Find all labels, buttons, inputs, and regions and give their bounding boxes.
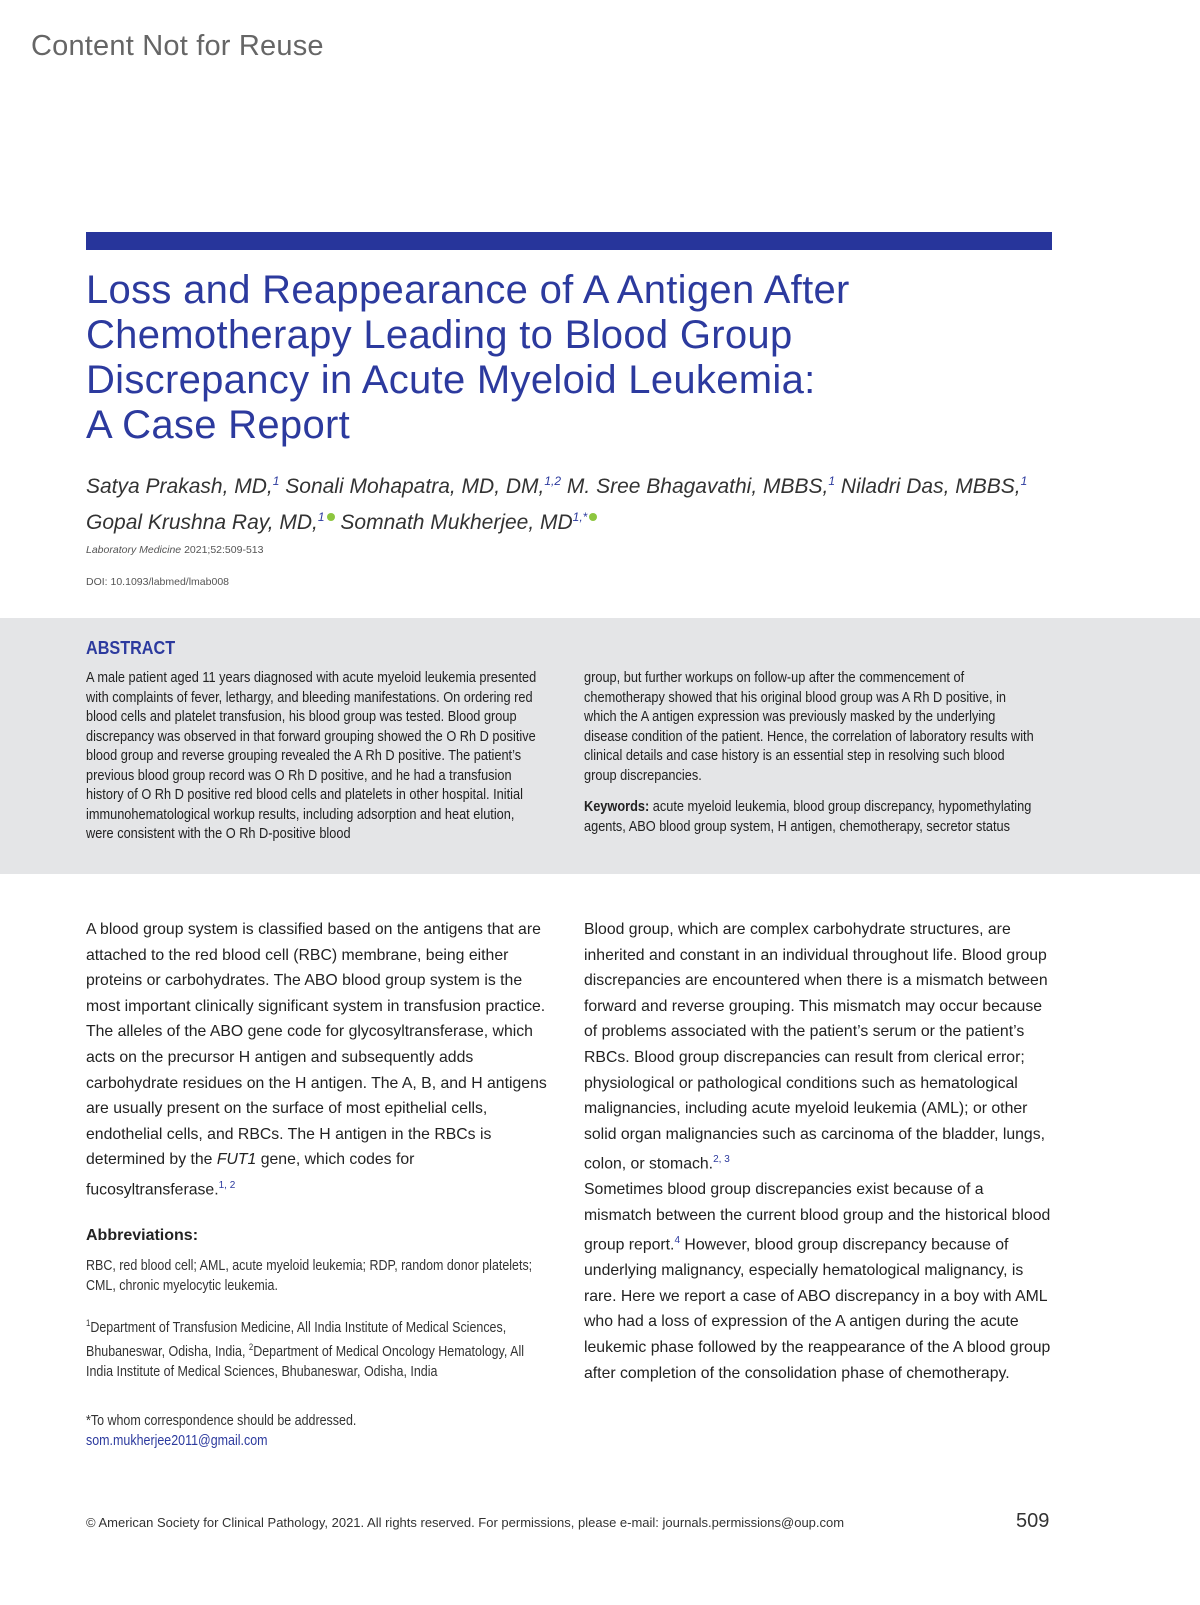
reference-link[interactable]: 2, 3 — [713, 1154, 730, 1166]
abbreviations-text: RBC, red blood cell; AML, acute myeloid leukemia; RDP, random donor platelets; CML, chronic myelocytic leukemia. — [86, 1258, 533, 1294]
gene-name: FUT1 — [216, 1151, 257, 1169]
journal-citation — [86, 544, 263, 556]
page-number: 509 — [1016, 1510, 1050, 1532]
keywords-label: Keywords: — [584, 799, 650, 815]
abstract-heading: ABSTRACT — [86, 638, 176, 658]
affiliation-ref[interactable]: 1 — [317, 510, 325, 524]
correspondence — [86, 1412, 550, 1451]
affiliation-text: Department of Transfusion Medicine, All India Institute of Medical Sciences, Bhubaneswar, Odisha, India, — [86, 1319, 507, 1361]
body-paragraph — [86, 917, 556, 1203]
title-line: Chemotherapy Leading to Blood Group — [86, 313, 793, 357]
article-title — [86, 268, 1086, 448]
affiliation-ref[interactable]: 1,2 — [544, 474, 562, 488]
affiliation-ref[interactable]: 1,* — [572, 510, 588, 524]
abstract-text: A male patient aged 11 years diagnosed with acute myeloid leukemia presented with complaints of fever, lethargy, and bleeding manifestations. On ordering red blood cells and platelet transfusion, his blood group was tested. Blood group discrepancy was observed in that forward grouping showed the O Rh D positive blood group and reverse grouping revealed the A Rh D positive. The patient’s previous blood group record was O Rh D positive, and he had a transfusion history of O Rh D positive red blood cells and platelets in other hospital. Initial immunohematological workup results, including adsorption and heat elution, were consistent with the O Rh D-positive blood — [86, 670, 537, 842]
abstract-column-right — [584, 669, 1035, 849]
body-text: However, blood group discrepancy because of underlying malignancy, especially hematological malignancy, is rare. Here we report a case of ABO discrepancy in a boy with AML who had a loss of expression of the A antigen during the acute leukemic phase followed by the reappearance of the A blood group after completion of the consolidation phase of chemotherapy. — [584, 1236, 1051, 1382]
body-text: Blood group, which are complex carbohydrate structures, are inherited and constant in an individual throughout life. Blood group discrepancies are encountered when there is a mismatch between forward and reverse grouping. This mismatch may occur because of problems associated with the patient’s serum or the patient’s RBCs. Blood group discrepancies can result from clerical error; physiological or pathological conditions such as hematological malignancies, including acute myeloid leukemia (AML); or other solid organ malignancies such as carcinoma of the bladder, lungs, colon, or stomach. — [584, 921, 1048, 1173]
author-name: M. Sree Bhagavathi, MBBS, — [566, 475, 829, 498]
abstract-text: group, but further workups on follow-up after the commencement of chemotherapy showed that his original blood group was A Rh D positive, in which the A antigen expression was previously masked by the underlying disease condition of the patient. Hence, the correlation of laboratory results with clinical details and case history is an essential step in resolving such blood group discrepancies. — [584, 670, 1034, 784]
orcid-icon[interactable] — [589, 513, 597, 521]
journal-name: Laboratory Medicine — [86, 544, 182, 556]
watermark: Content Not for Reuse — [31, 30, 324, 62]
affiliation-number: 1 — [86, 1318, 91, 1328]
author-name: Gopal Krushna Ray, MD, — [86, 511, 318, 534]
affiliations — [86, 1314, 550, 1382]
header-rule — [86, 232, 1052, 250]
affiliation-text: Department of Medical Oncology Hematology, All India Institute of Medical Sciences, Bhubaneswar, Odisha, India — [86, 1344, 525, 1380]
body-paragraph — [584, 1177, 1054, 1386]
body-column-left — [86, 917, 556, 1203]
author-name: Somnath Mukherjee, MD — [340, 511, 573, 534]
citation-volume: 2021;52:509-513 — [184, 544, 264, 556]
author-name: Satya Prakash, MD, — [86, 475, 273, 498]
affiliation-ref[interactable]: 1 — [828, 474, 836, 488]
keywords — [584, 798, 1035, 837]
affiliation-number: 2 — [248, 1342, 254, 1353]
body-paragraph — [584, 917, 1054, 1177]
abbreviations-heading: Abbreviations: — [86, 1227, 199, 1244]
author-name: Sonali Mohapatra, MD, DM, — [285, 475, 545, 498]
affiliation-ref[interactable]: 1 — [1020, 474, 1028, 488]
author-name: Niladri Das, MBBS, — [840, 475, 1021, 498]
title-line: Discrepancy in Acute Myeloid Leukemia: — [86, 358, 816, 402]
body-text: Sometimes blood group discrepancies exist because of a mismatch between the current blood group and the historical blood group report. — [584, 1181, 1051, 1254]
title-line: Loss and Reappearance of A Antigen After — [86, 268, 850, 312]
correspondence-email[interactable]: som.mukherjee2011@gmail.com — [86, 1432, 268, 1449]
correspondence-text: *To whom correspondence should be addressed. — [86, 1413, 357, 1429]
body-text: gene, which codes for fucosyltransferase. — [86, 1151, 415, 1199]
body-text: A blood group system is classified based on the antigens that are attached to the red blood cell (RBC) membrane, being either proteins or carbohydrates. The ABO blood group system is the most important clinically significant system in transfusion practice. The alleles of the ABO gene code for glycosyltransferase, which acts on the precursor H antigen and subsequently adds carbohydrate residues on the H antigen. The A, B, and H antigens are usually present on the surface of most epithelial cells, endothelial cells, and RBCs. The H antigen in the RBCs is determined by the — [86, 921, 547, 1169]
reference-link[interactable]: 1, 2 — [218, 1179, 236, 1191]
reference-link[interactable]: 4 — [674, 1235, 681, 1247]
title-line: A Case Report — [86, 403, 351, 447]
copyright-footer: © American Society for Clinical Pathology, 2021. All rights reserved. For permissions, please e-mail: journals.permissions@oup.com — [86, 1515, 845, 1530]
orcid-icon[interactable] — [327, 513, 335, 521]
author-list — [86, 466, 1066, 538]
abstract-column-left — [86, 669, 537, 857]
doi[interactable]: DOI: 10.1093/labmed/lmab008 — [86, 576, 230, 588]
affiliation-ref[interactable]: 1 — [272, 474, 280, 488]
keywords-text: acute myeloid leukemia, blood group discrepancy, hypomethylating agents, ABO blood group system, H antigen, chemotherapy, secretor status — [584, 799, 1032, 835]
body-column-right — [584, 917, 1054, 1386]
